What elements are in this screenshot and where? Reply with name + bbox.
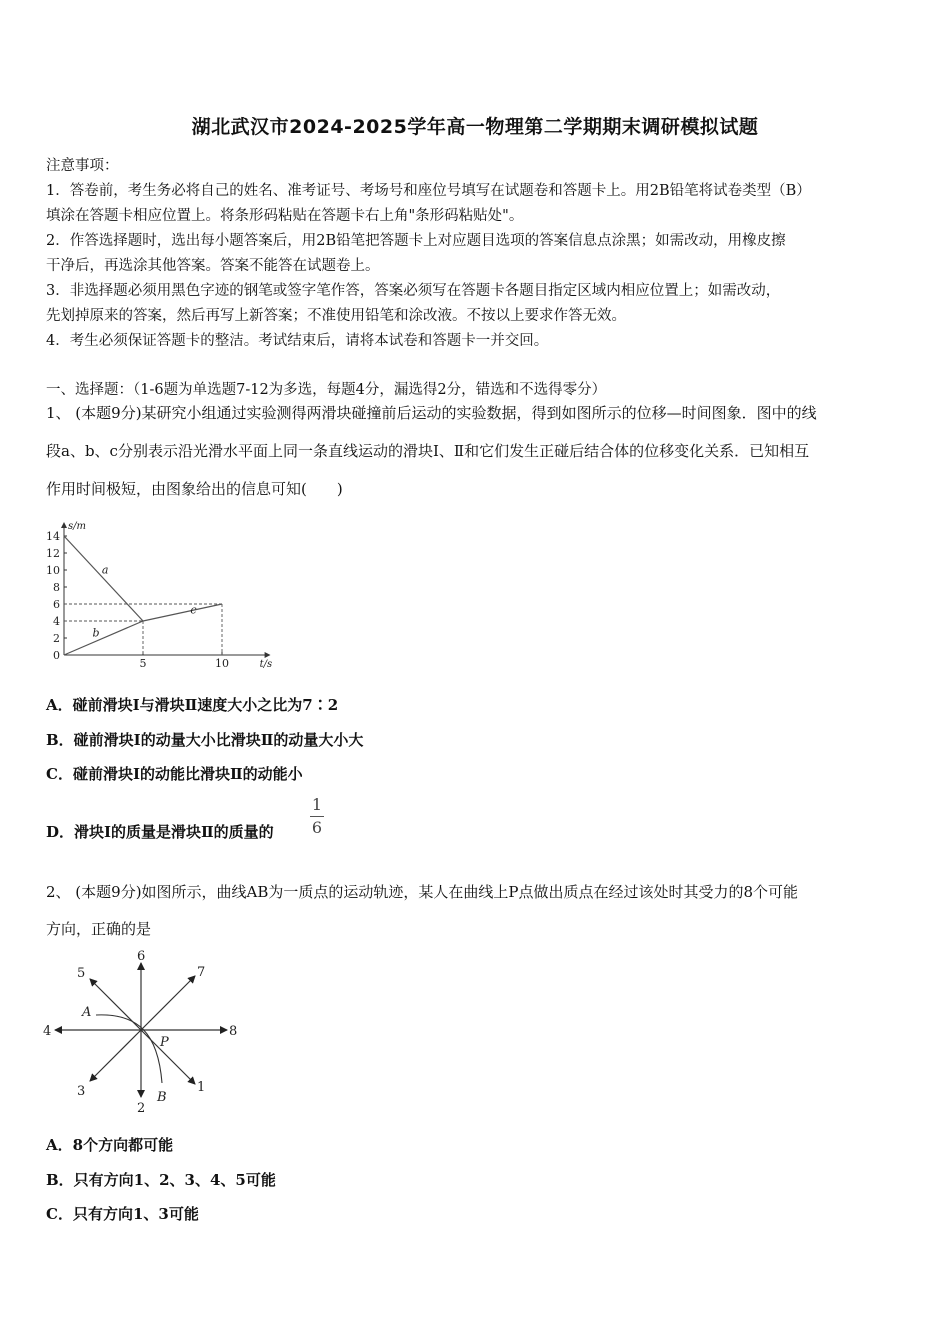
fraction-denominator: 6 bbox=[311, 818, 323, 837]
series-line-a bbox=[64, 536, 143, 621]
notice-line: 1．答卷前，考生务必将自己的姓名、准考证号、考场号和座位号填写在试题卷和答题卡上。用2B铅笔将试卷类型（B） bbox=[46, 183, 811, 199]
notice-heading: 注意事项： bbox=[46, 158, 119, 174]
direction-label-8: 8 bbox=[229, 1024, 238, 1039]
q2-force-direction-figure bbox=[40, 945, 250, 1120]
y-tick-label: 0 bbox=[53, 649, 60, 662]
notice-line: 填涂在答题卡相应位置上。将条形码粘贴在答题卡右上角"条形码粘贴处"。 bbox=[46, 208, 524, 224]
trajectory-curve-ab bbox=[96, 1015, 162, 1083]
series-label-c: c bbox=[190, 603, 197, 617]
x-tick-label: 10 bbox=[215, 657, 229, 670]
q2-option-c[interactable]: C．只有方向1、3可能 bbox=[46, 1205, 199, 1223]
point-label-a: A bbox=[82, 1005, 92, 1020]
q1-option-b[interactable]: B．碰前滑块Ⅰ的动量大小比滑块Ⅱ的动量大小大 bbox=[46, 731, 364, 749]
series-line-c bbox=[143, 604, 222, 621]
series-label-b: b bbox=[92, 626, 100, 640]
direction-label-2: 2 bbox=[137, 1101, 146, 1116]
fraction-bar bbox=[310, 816, 324, 817]
fraction-numerator: 1 bbox=[311, 795, 323, 814]
point-label-b: B bbox=[157, 1090, 167, 1105]
direction-label-4: 4 bbox=[43, 1024, 52, 1039]
y-tick-label: 10 bbox=[46, 564, 60, 577]
q2-option-a[interactable]: A．8个方向都可能 bbox=[46, 1136, 174, 1154]
x-axis-label: t/s bbox=[259, 659, 273, 670]
y-tick-label: 6 bbox=[53, 598, 60, 611]
y-tick-label: 12 bbox=[46, 547, 60, 560]
direction-label-7: 7 bbox=[197, 965, 206, 980]
notice-line: 干净后，再选涂其他答案。答案不能答在试题卷上。 bbox=[46, 258, 380, 274]
direction-7-arrow bbox=[141, 976, 195, 1030]
y-tick-label: 8 bbox=[53, 581, 60, 594]
notice-line: 3．非选择题必须用黑色字迹的钢笔或签字笔作答，答案必须写在答题卡各题目指定区域内相应位置上；如需改动， bbox=[46, 283, 781, 299]
q2-stem-line: 2、 (本题9分)如图所示，曲线AB为一质点的运动轨迹，某人在曲线上P点做出质点在经过该处时其受力的8个可能 bbox=[46, 883, 799, 901]
y-tick-label: 2 bbox=[53, 632, 60, 645]
direction-3-arrow bbox=[90, 1030, 141, 1081]
q1-stem-line: 段a、b、c分别表示沿光滑水平面上同一条直线运动的滑块Ⅰ、Ⅱ和它们发生正碰后结合体的位移变化关系．已知相互 bbox=[46, 442, 810, 460]
q2-stem-line: 方向，正确的是 bbox=[46, 920, 152, 938]
x-tick-label: 5 bbox=[139, 657, 147, 670]
q2-option-b[interactable]: B．只有方向1、2、3、4、5可能 bbox=[46, 1171, 276, 1189]
q1-stem-line: 作用时间极短，由图象给出的信息可知( ) bbox=[46, 480, 343, 498]
y-axis-label: s/m bbox=[68, 521, 86, 532]
notice-line: 4．考生必须保证答题卡的整洁。考试结束后，请将本试卷和答题卡一并交回。 bbox=[46, 333, 549, 349]
page-title: 湖北武汉市2024-2025学年高一物理第二学期期末调研模拟试题 bbox=[191, 116, 759, 138]
q1-option-d-fraction bbox=[308, 796, 326, 837]
q1-option-d[interactable]: D．滑块Ⅰ的质量是滑块Ⅱ的质量的 bbox=[46, 823, 274, 841]
notice-line: 2．作答选择题时，选出每小题答案后，用2B铅笔把答题卡上对应题目选项的答案信息点涂黑；如需改动，用橡皮擦 bbox=[46, 233, 786, 249]
direction-label-5: 5 bbox=[77, 966, 86, 981]
y-tick-label: 14 bbox=[46, 530, 60, 543]
notice-line: 先划掉原来的答案，然后再写上新答案；不准使用铅笔和涂改液。不按以上要求作答无效。 bbox=[46, 308, 626, 324]
q1-stem-line: 1、 (本题9分)某研究小组通过实验测得两滑块碰撞前后运动的实验数据，得到如图所示的位移—时间图象．图中的线 bbox=[46, 404, 817, 422]
direction-label-1: 1 bbox=[197, 1080, 206, 1095]
y-tick-label: 4 bbox=[53, 615, 60, 628]
q1-option-c[interactable]: C．碰前滑块Ⅰ的动能比滑块Ⅱ的动能小 bbox=[46, 765, 303, 783]
section-heading: 一、选择题：（1-6题为单选题7-12为多选，每题4分，漏选得2分，错选和不选得零分） bbox=[46, 382, 607, 398]
direction-label-3: 3 bbox=[77, 1084, 86, 1099]
q1-option-a[interactable]: A．碰前滑块Ⅰ与滑块Ⅱ速度大小之比为7∶2 bbox=[46, 696, 339, 714]
series-line-b bbox=[64, 621, 143, 655]
direction-label-6: 6 bbox=[137, 949, 146, 964]
point-label-p: P bbox=[160, 1035, 169, 1050]
q1-st-graph bbox=[40, 505, 280, 675]
series-label-a: a bbox=[101, 563, 109, 577]
